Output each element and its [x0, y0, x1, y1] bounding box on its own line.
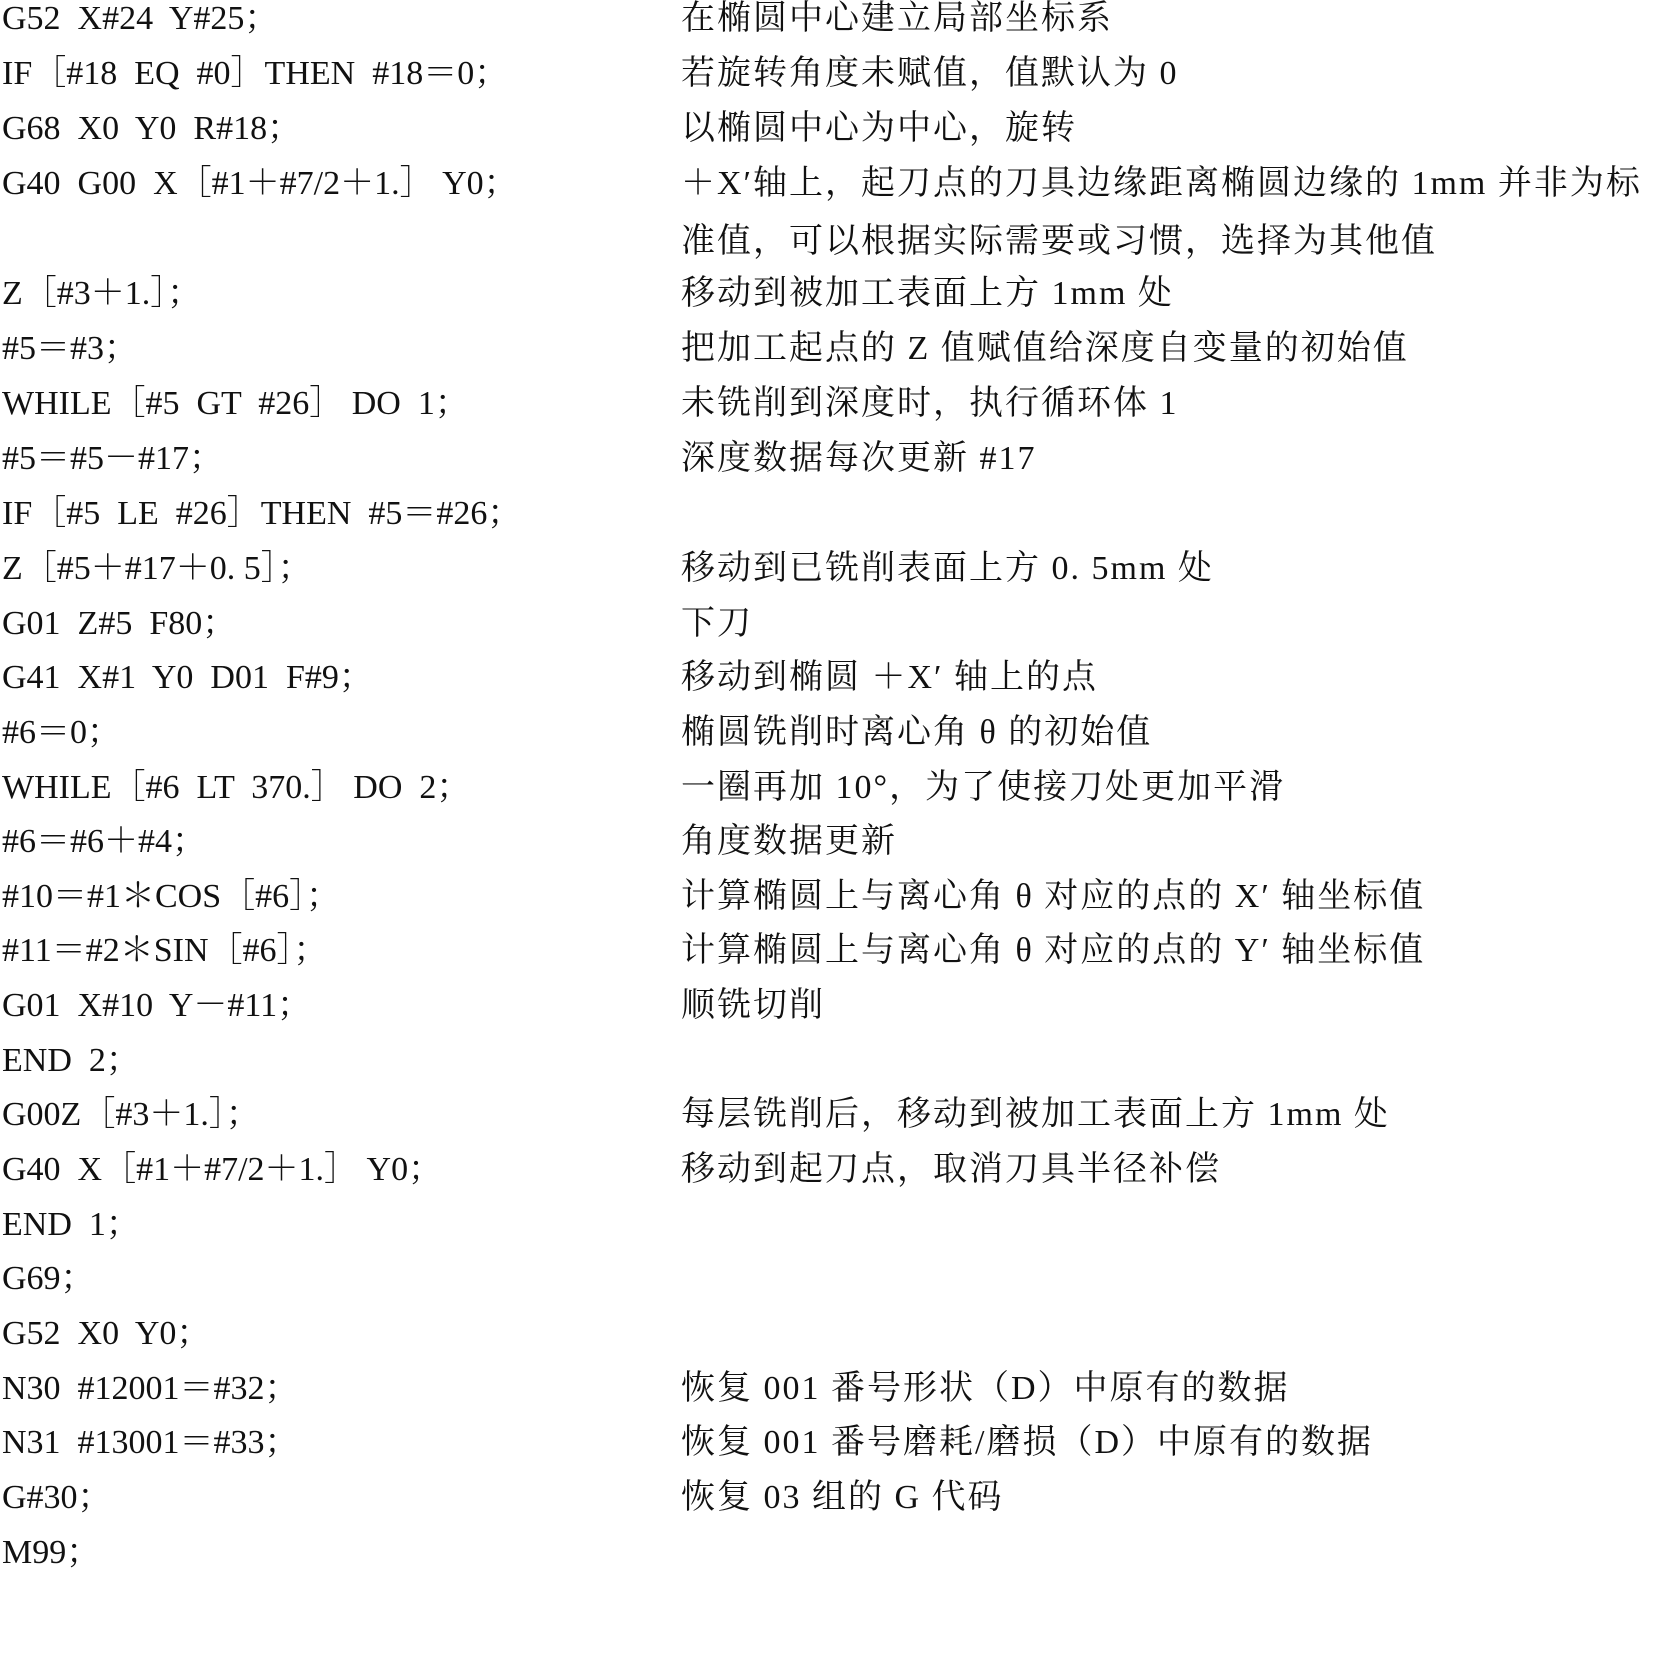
code-text: G68 X0 Y0 R#18；: [2, 110, 302, 147]
program-line: [0, 1524, 1669, 1582]
code-text: G41 X#1 Y0 D01 F#9；: [2, 659, 373, 696]
comment-text: 椭圆铣削时离心角 θ 的初始值: [681, 714, 1153, 751]
program-line: [0, 1469, 1669, 1527]
comment-text: 计算椭圆上与离心角 θ 对应的点的 Y′ 轴坐标值: [681, 932, 1426, 969]
code-text: G00Z［#3＋1.］；: [2, 1096, 260, 1133]
comment-text: 角度数据更新: [681, 823, 897, 860]
code-text: M99；: [2, 1534, 101, 1571]
code-text: G40 X［#1＋#7/2＋1.］ Y0；: [2, 1151, 443, 1188]
program-line: [0, 1250, 1669, 1308]
program-line: [0, 1086, 1669, 1144]
code-text: G69；: [2, 1260, 95, 1297]
code-text: N30 #12001＝#32；: [2, 1370, 299, 1407]
comment-text: 移动到起刀点，取消刀具半径补偿: [681, 1151, 1221, 1188]
program-line: [0, 265, 1669, 323]
code-text: #6＝#6＋#4；: [2, 823, 206, 860]
program-line: [0, 922, 1669, 980]
code-text: G52 X#24 Y#25；: [2, 0, 279, 37]
comment-text: 以椭圆中心为中心，旋转: [681, 110, 1077, 147]
program-line: [0, 649, 1669, 707]
program-line: [0, 1305, 1669, 1363]
program-line: [0, 1196, 1669, 1254]
program-line: [0, 320, 1669, 378]
code-text: G01 Z#5 F80；: [2, 605, 237, 642]
program-line: [0, 485, 1669, 543]
program-line: [0, 868, 1669, 926]
program-line: [0, 595, 1669, 653]
program-line: [0, 100, 1669, 158]
comment-text: 深度数据每次更新 #17: [681, 440, 1037, 477]
code-text: #5＝#5－#17；: [2, 440, 223, 477]
code-text: WHILE［#5 GT #26］ DO 1；: [2, 385, 469, 422]
comment-text: 下刀: [681, 605, 753, 642]
code-text: END 2；: [2, 1042, 140, 1079]
comment-text: 恢复 001 番号形状（D）中原有的数据: [681, 1370, 1290, 1407]
code-text: G#30；: [2, 1479, 112, 1516]
program-line: [0, 704, 1669, 762]
comment-text: 把加工起点的 Z 值赋值给深度自变量的初始值: [681, 330, 1409, 367]
code-text: G01 X#10 Y－#11；: [2, 987, 312, 1024]
code-text: N31 #13001＝#33；: [2, 1424, 299, 1461]
code-text: IF［#5 LE #26］THEN #5＝#26；: [2, 495, 522, 532]
comment-text: 在椭圆中心建立局部坐标系: [681, 0, 1113, 37]
code-text: Z［#5＋#17＋0. 5］；: [2, 550, 312, 587]
comment-text: 一圈再加 10°，为了使接刀处更加平滑: [681, 769, 1286, 806]
comment-text: 未铣削到深度时，执行循环体 1: [681, 385, 1179, 422]
program-line: [0, 540, 1669, 598]
program-line: [0, 759, 1669, 817]
code-text: #6＝0；: [2, 714, 121, 751]
program-line: [0, 45, 1669, 103]
comment-text: 移动到椭圆 ＋X′ 轴上的点: [681, 659, 1098, 696]
program-line: [0, 1032, 1669, 1090]
code-text: WHILE［#6 LT 370.］ DO 2；: [2, 769, 471, 806]
program-line: [0, 1360, 1669, 1418]
code-text: G52 X0 Y0；: [2, 1315, 211, 1352]
code-text: END 1；: [2, 1206, 140, 1243]
code-text: #10＝#1＊COS［#6］；: [2, 878, 341, 915]
comment-text: 恢复 001 番号磨耗/磨损（D）中原有的数据: [681, 1424, 1373, 1461]
comment-text: 移动到被加工表面上方 1mm 处: [681, 275, 1174, 312]
code-text: Z［#3＋1.］；: [2, 275, 202, 312]
program-line: [0, 0, 1669, 48]
comment-text: 若旋转角度未赋值，值默认为 0: [681, 55, 1179, 92]
program-line: [0, 375, 1669, 433]
comment-text: 顺铣切削: [681, 987, 825, 1024]
program-line: [0, 155, 1669, 260]
comment-text: 恢复 03 组的 G 代码: [681, 1479, 1004, 1516]
program-line: [0, 813, 1669, 871]
program-line: [0, 1141, 1669, 1199]
code-text: #11＝#2＊SIN［#6］；: [2, 932, 328, 969]
code-text: G40 G00 X［#1＋#7/2＋1.］ Y0；: [2, 165, 518, 202]
comment-text: ＋X′轴上，起刀点的刀具边缘距离椭圆边缘的 1mm 并非为标准值，可以根据实际需要或习惯，选择为其他值: [681, 165, 1642, 260]
comment-text: 移动到已铣削表面上方 0. 5mm 处: [681, 550, 1214, 587]
program-line: [0, 430, 1669, 488]
comment-text: 计算椭圆上与离心角 θ 对应的点的 X′ 轴坐标值: [681, 878, 1426, 915]
program-line: [0, 1414, 1669, 1472]
code-text: #5＝#3；: [2, 330, 138, 367]
program-line: [0, 977, 1669, 1035]
comment-text: 每层铣削后，移动到被加工表面上方 1mm 处: [681, 1096, 1390, 1133]
code-text: IF［#18 EQ #0］THEN #18＝0；: [2, 55, 509, 92]
